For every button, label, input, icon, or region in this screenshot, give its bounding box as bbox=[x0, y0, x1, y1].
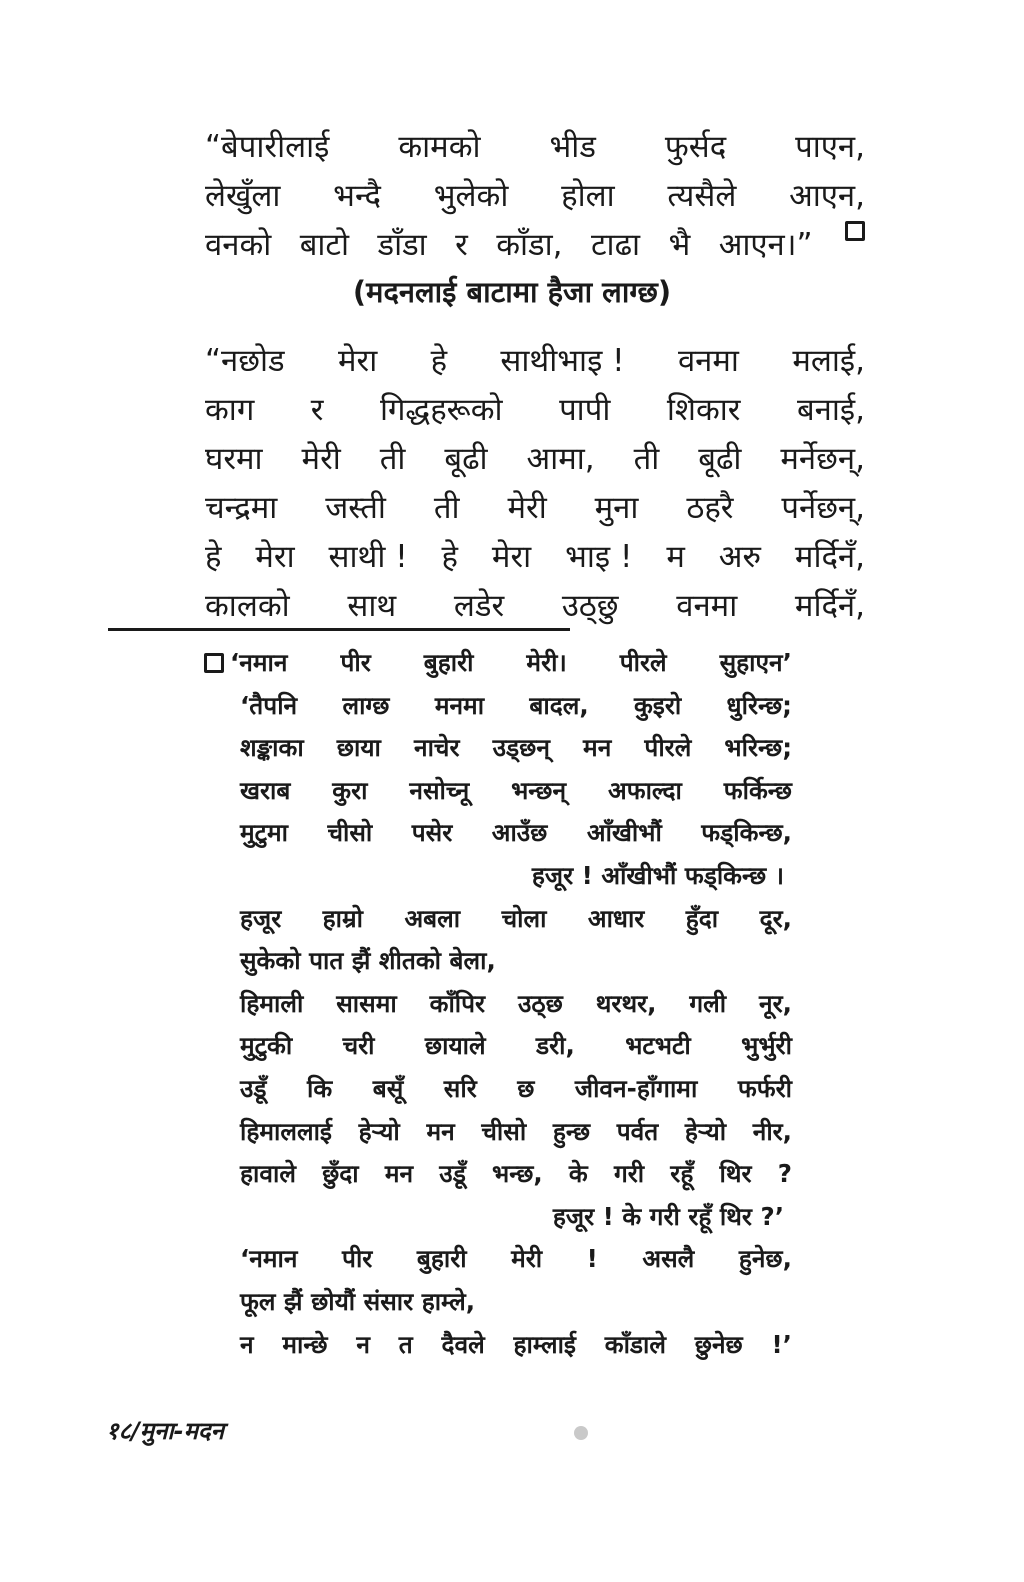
footnote-word: अबला bbox=[404, 903, 461, 933]
footnote-word: काँपिर bbox=[429, 988, 486, 1018]
footnote-word: हाम्लाई bbox=[513, 1329, 576, 1359]
footnote-word: भन्छन् bbox=[511, 775, 567, 805]
footnote-word: असलै bbox=[642, 1244, 695, 1274]
footnote-line bbox=[200, 1111, 792, 1154]
footnote-line bbox=[200, 1025, 792, 1068]
verse-word: आएन।” bbox=[718, 227, 813, 263]
footnote-word: पीरले bbox=[619, 648, 667, 677]
footnote-word: बादल, bbox=[529, 690, 589, 720]
footnote-word: भटभटी bbox=[625, 1031, 691, 1061]
verse-word: हे bbox=[441, 539, 459, 575]
footnote-word: भुर्भुरी bbox=[741, 1031, 792, 1061]
verse-word: मर्दिनँ, bbox=[794, 539, 865, 575]
footnote-word: नूर, bbox=[759, 988, 792, 1018]
verse-word: पर्नेछन्, bbox=[781, 490, 865, 526]
verse-word: साथीभाइ ! bbox=[500, 343, 625, 379]
footnote-word: ! bbox=[586, 1244, 598, 1274]
footnote-word: के bbox=[568, 1159, 588, 1189]
hollow-square-icon bbox=[204, 653, 224, 673]
footnote-line bbox=[200, 898, 792, 941]
footnote-line: फूल झैं छोयौं संसार हाम्ले, bbox=[240, 1286, 476, 1316]
verse-word: र bbox=[310, 392, 324, 428]
verse-line bbox=[205, 123, 865, 172]
verse-word: ठहरै bbox=[686, 490, 734, 526]
footnote-word: लाग्छ bbox=[342, 690, 390, 720]
verse-word: मेरा bbox=[491, 539, 532, 575]
footnote-word: शङ्काका bbox=[240, 733, 304, 763]
footnote-word: भन्छ, bbox=[492, 1159, 543, 1189]
footnote-word: छुँदा bbox=[322, 1159, 359, 1189]
footnote-line bbox=[200, 983, 792, 1026]
footnote-word: फर्फरी bbox=[737, 1073, 792, 1103]
verse-word: मेरी bbox=[507, 490, 547, 526]
footnote-word: आउँछ bbox=[491, 818, 548, 848]
footnote-word: मनमा bbox=[434, 690, 485, 720]
verse-word: होला bbox=[561, 178, 615, 214]
footnote-word: डरी, bbox=[536, 1031, 575, 1061]
verse-word: ती bbox=[633, 441, 660, 477]
footnote-word: नसोच्नू bbox=[409, 775, 470, 805]
footnote-word: सासमा bbox=[336, 988, 397, 1018]
verse-word: उठ्छु bbox=[561, 588, 619, 624]
footnote-word: चोला bbox=[501, 903, 547, 933]
footnote-word: हुँदा bbox=[685, 903, 719, 933]
verse-word: बूढी bbox=[444, 441, 488, 477]
footnote-line: सुकेको पात झैं शीतको बेला, bbox=[240, 946, 496, 976]
footnote-word: मेरी bbox=[511, 1244, 543, 1274]
footnote-block bbox=[200, 642, 792, 1366]
footnote-word: पर्वत bbox=[616, 1116, 659, 1146]
verse-word: काँडा, bbox=[496, 227, 563, 263]
footnote-word: उडूँ bbox=[439, 1159, 466, 1189]
verse-word: भुलेको bbox=[433, 178, 509, 214]
footnote-word: आधार bbox=[587, 903, 645, 933]
verse-word: चन्द्रमा bbox=[205, 490, 278, 526]
footnote-word: धुरिन्छ; bbox=[726, 690, 792, 720]
footnote-line: हजूर ! के गरी रहूँ थिर ?’ bbox=[552, 1201, 784, 1231]
footnote-word: हेऱ्यो bbox=[358, 1116, 400, 1146]
verse-word: बनाई, bbox=[796, 392, 865, 428]
verse-word: भन्दै bbox=[333, 178, 382, 214]
verse-word: मेरा bbox=[255, 539, 295, 575]
verse-word: बूढी bbox=[698, 441, 742, 477]
verse-word: काग bbox=[205, 392, 255, 428]
verse-line bbox=[205, 386, 865, 435]
footnote-word: हावाले bbox=[240, 1159, 296, 1189]
footnote-word: हेऱ्यो bbox=[684, 1116, 727, 1146]
verse-word: मर्दिनँ, bbox=[794, 588, 865, 624]
verse-word: “नछोड bbox=[205, 343, 285, 379]
footnote-word: गली bbox=[689, 988, 727, 1018]
verse-word: हे bbox=[205, 539, 222, 575]
footnote-word: बुहारी bbox=[423, 648, 474, 677]
verse-word: ती bbox=[433, 490, 460, 526]
footnote-line bbox=[200, 1068, 792, 1111]
footnote-word: छाया bbox=[336, 733, 381, 763]
verse-word: पापी bbox=[559, 392, 611, 428]
footnote-word: थिर bbox=[719, 1159, 752, 1189]
verse-word: कालको bbox=[205, 588, 290, 624]
footnote-line bbox=[200, 1153, 792, 1196]
footnote-word: चरी bbox=[342, 1031, 375, 1061]
footnote-word: सरि bbox=[443, 1073, 477, 1103]
verse-word: लडेर bbox=[453, 588, 505, 624]
footnote-word: पीरले bbox=[644, 733, 692, 763]
verse-word: फुर्सद bbox=[664, 129, 727, 165]
footnote-word: चीसो bbox=[327, 818, 373, 848]
verse-word: अरु bbox=[718, 539, 761, 575]
page-folio: १८/मुना-मदन bbox=[106, 1417, 224, 1445]
footnote-word: मुटुकी bbox=[240, 1031, 293, 1061]
footnote-word: हिमाली bbox=[240, 988, 304, 1018]
footnote-word: अफाल्दा bbox=[607, 775, 682, 805]
verse-word: वनमा bbox=[677, 343, 739, 379]
footnote-word: फड्किन्छ, bbox=[701, 818, 792, 848]
verse-word: त्यसैले bbox=[667, 178, 737, 214]
footnote-word: खराब bbox=[240, 775, 291, 805]
watermark bbox=[566, 1426, 588, 1440]
footnote-line bbox=[200, 685, 792, 728]
verse-word: र bbox=[455, 227, 468, 263]
footnote-word: फर्किन्छ bbox=[723, 775, 792, 805]
footnote-word: पीर bbox=[342, 1244, 373, 1274]
verse-word: भीड bbox=[549, 129, 596, 165]
footnote-word: ? bbox=[777, 1159, 792, 1189]
footnote-word: ‘नमान bbox=[240, 1244, 298, 1274]
footnote-word: न bbox=[356, 1329, 370, 1359]
footnote-word: हजूर bbox=[240, 903, 282, 933]
footnote-word: छायाले bbox=[424, 1031, 486, 1061]
verse-word: मेरा bbox=[337, 343, 378, 379]
verse-word: वनमा bbox=[676, 588, 738, 624]
verse-word: डाँडा bbox=[377, 227, 427, 263]
section-heading: (मदनलाई बाटामा हैजा लाग्छ) bbox=[352, 275, 672, 309]
verse-word: साथी ! bbox=[328, 539, 408, 575]
footnote-word: त bbox=[398, 1329, 413, 1359]
verse-word: मेरी bbox=[301, 441, 341, 477]
footnote-word: उडूँ bbox=[240, 1073, 267, 1103]
footnote-word: मन bbox=[384, 1159, 414, 1189]
verse-word: भै bbox=[668, 227, 691, 263]
footnote-word: चीसो bbox=[481, 1116, 527, 1146]
verse-line bbox=[205, 221, 865, 270]
footnote-word: दूर, bbox=[759, 903, 792, 933]
verse-word: साथ bbox=[347, 588, 397, 624]
footnote-word: न bbox=[240, 1329, 254, 1359]
footnote-line bbox=[200, 770, 792, 813]
footnote-word: उड्छन् bbox=[492, 733, 550, 763]
footnote-word: जीवन-हाँगामा bbox=[574, 1073, 698, 1103]
verse-word: भाइ ! bbox=[565, 539, 633, 575]
verse-stanza-1 bbox=[205, 123, 865, 270]
footnote-word: दैवले bbox=[441, 1329, 485, 1359]
footnote-word: पीर bbox=[340, 648, 371, 677]
footnote-word: ‘नमान bbox=[230, 648, 288, 677]
verse-word: टाढा bbox=[590, 227, 641, 263]
footnote-word: सुहाएन’ bbox=[719, 648, 792, 677]
verse-word: पाएन, bbox=[795, 129, 865, 165]
footnote-word: ‘तैपनि bbox=[240, 690, 298, 720]
verse-line bbox=[205, 337, 865, 386]
footnote-line bbox=[200, 1324, 792, 1367]
footnote-word: कि bbox=[307, 1073, 333, 1103]
footnote-word: बुहारी bbox=[416, 1244, 467, 1274]
verse-line bbox=[205, 582, 865, 631]
footnote-word: हुनेछ, bbox=[738, 1244, 792, 1274]
footnote-divider bbox=[108, 628, 570, 631]
footnote-word: नाचेर bbox=[413, 733, 460, 763]
footnote-word: पसेर bbox=[411, 818, 453, 848]
verse-word: वनको bbox=[205, 227, 272, 263]
verse-word: मलाई, bbox=[792, 343, 865, 379]
footnote-word: रहूँ bbox=[670, 1159, 694, 1189]
footnote-word: हुन्छ bbox=[552, 1116, 591, 1146]
verse-word: घरमा bbox=[205, 441, 263, 477]
footnote-word: मेरी। bbox=[526, 648, 567, 677]
footnote-word: !’ bbox=[771, 1329, 792, 1359]
footnote-word: उठ्छ bbox=[518, 988, 563, 1018]
verse-word: मर्नेछन्, bbox=[780, 441, 865, 477]
verse-word: शिकार bbox=[666, 392, 741, 428]
footnote-word: मन bbox=[426, 1116, 455, 1146]
verse-word: लेखुँला bbox=[205, 178, 281, 214]
verse-word: जस्ती bbox=[325, 490, 386, 526]
footnote-word: मुटुमा bbox=[240, 818, 288, 848]
verse-word: कामको bbox=[398, 129, 481, 165]
footnote-line bbox=[200, 1238, 792, 1281]
verse-line bbox=[205, 533, 865, 582]
footnote-word: थरथर, bbox=[595, 988, 657, 1018]
verse-word: म bbox=[666, 539, 685, 575]
verse-word: ती bbox=[379, 441, 406, 477]
footnote-word: छ bbox=[517, 1073, 535, 1103]
verse-line bbox=[205, 172, 865, 221]
footnote-word: कुइरो bbox=[633, 690, 682, 720]
verse-word: मुना bbox=[594, 490, 639, 526]
footnote-line bbox=[200, 727, 792, 770]
footnote-word: गरी bbox=[613, 1159, 645, 1189]
verse-line bbox=[205, 435, 865, 484]
footnote-word: हिमाललाई bbox=[240, 1116, 332, 1146]
seal-icon bbox=[574, 1426, 588, 1440]
footnote-word: हाम्रो bbox=[322, 903, 364, 933]
verse-word: बाटो bbox=[299, 227, 350, 263]
verse-word: आएन, bbox=[789, 178, 865, 214]
footnote-word: काँडाले bbox=[604, 1329, 666, 1359]
footnote-line bbox=[200, 812, 792, 855]
verse-word: “बेपारीलाई bbox=[205, 129, 330, 165]
verse-stanza-2 bbox=[205, 337, 865, 631]
footnote-word: छुनेछ bbox=[694, 1329, 743, 1359]
verse-line bbox=[205, 484, 865, 533]
footnote-line: हजूर ! आँखीभौं फड्किन्छ । bbox=[531, 860, 784, 890]
footnote-word: भरिन्छ; bbox=[724, 733, 792, 763]
verse-word: गिद्धहरूको bbox=[379, 392, 503, 428]
footnote-word: मन bbox=[583, 733, 612, 763]
footnote-word: नीर, bbox=[752, 1116, 792, 1146]
footnote-word: मान्छे bbox=[282, 1329, 328, 1359]
footnote-word: आँखीभौं bbox=[586, 818, 662, 848]
footnote-word: बसूँ bbox=[372, 1073, 404, 1103]
footnote-text bbox=[230, 642, 792, 685]
verse-word: हे bbox=[430, 343, 448, 379]
footnote-line bbox=[200, 642, 792, 685]
footnote-word: कुरा bbox=[332, 775, 368, 805]
hollow-square-icon bbox=[845, 221, 865, 241]
verse-word: आमा, bbox=[526, 441, 595, 477]
